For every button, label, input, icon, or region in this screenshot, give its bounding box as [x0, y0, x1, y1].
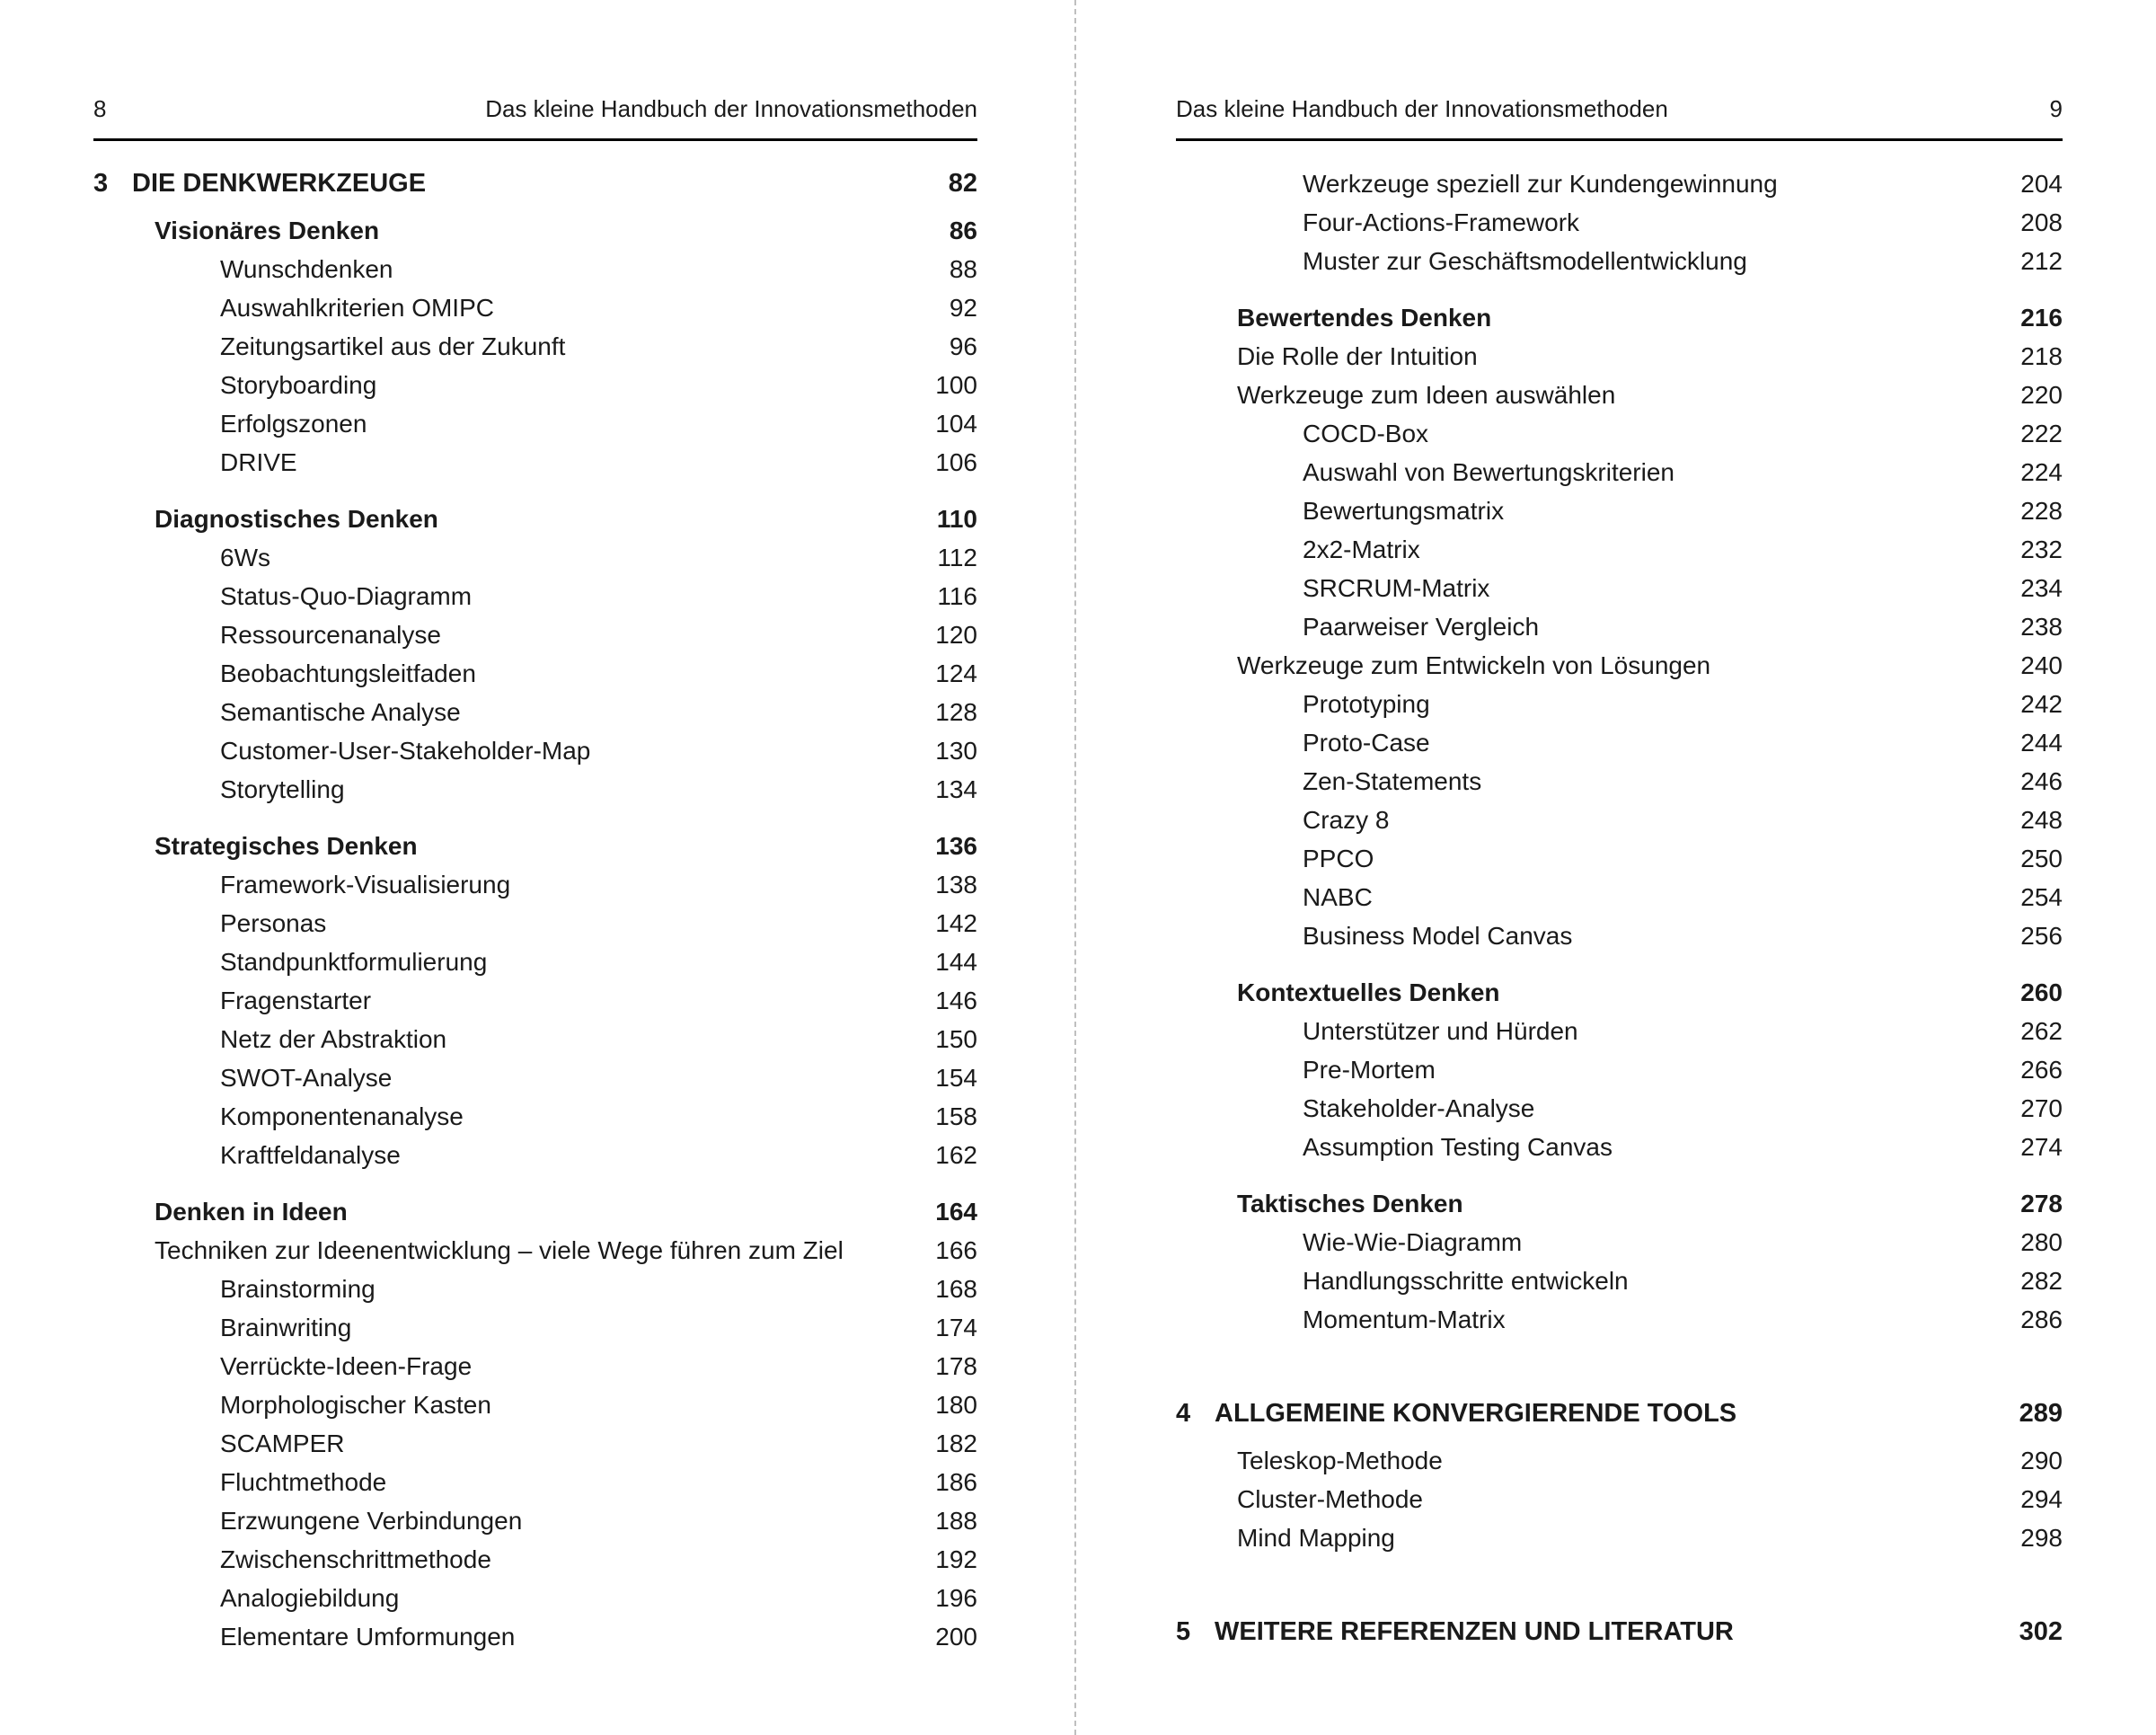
toc-entry	[1176, 878, 2063, 916]
toc-entry-page: 222	[2020, 420, 2063, 447]
toc-entry-title: Morphologischer Kasten	[220, 1391, 491, 1419]
toc-entry	[93, 1385, 977, 1424]
toc-entry-page: 224	[2020, 458, 2063, 486]
toc-entry-page: 96	[949, 332, 977, 360]
toc-entry-page: 154	[935, 1064, 977, 1092]
toc-entry	[1176, 1184, 2063, 1223]
toc-entry-title: Prototyping	[1303, 690, 1430, 718]
toc-entry-page: 302	[2019, 1617, 2063, 1646]
toc-entry	[93, 164, 977, 203]
toc-entry-page: 116	[937, 582, 977, 610]
toc-entry-title: Verrückte-Ideen-Frage	[220, 1352, 473, 1380]
toc-entries-right	[1176, 164, 2063, 1651]
toc-entry-page: 266	[2020, 1056, 2063, 1084]
toc-entry-title: Analogiebildung	[220, 1584, 400, 1612]
toc-entry-title: SRCRUM-Matrix	[1303, 574, 1490, 602]
toc-entry	[1176, 530, 2063, 569]
toc-entry-title: Status-Quo-Diagramm	[220, 582, 473, 610]
toc-entry-page: 120	[935, 621, 977, 649]
toc-entry	[93, 443, 977, 482]
toc-entry	[1176, 1613, 2063, 1651]
toc-entry-page: 164	[935, 1198, 977, 1226]
toc-entry-page: 150	[935, 1025, 977, 1053]
toc-entry-title: ALLGEMEINE KONVERGIERENDE TOOLS	[1215, 1399, 1737, 1428]
toc-entry-page: 254	[2020, 883, 2063, 911]
toc-entry	[1176, 1128, 2063, 1166]
toc-entry-title: Teleskop-Methode	[1237, 1447, 1443, 1474]
toc-entry-page: 130	[935, 737, 977, 765]
toc-entry-title: Wie-Wie-Diagramm	[1303, 1228, 1523, 1256]
toc-entry-page: 234	[2020, 574, 2063, 602]
toc-entry-page: 260	[2020, 978, 2063, 1006]
toc-entry-title: NABC	[1303, 883, 1373, 911]
toc-entry-title: 6Ws	[220, 544, 270, 571]
toc-entry-title: Storytelling	[220, 775, 345, 803]
toc-entry-page: 294	[2020, 1485, 2063, 1513]
toc-entry	[1176, 607, 2063, 646]
toc-entry-page: 186	[935, 1468, 977, 1496]
toc-entry-title: Bewertungsmatrix	[1303, 497, 1505, 525]
toc-entry-page: 136	[935, 832, 977, 860]
toc-entry-page: 216	[2020, 304, 2063, 332]
toc-entry	[1176, 1300, 2063, 1339]
toc-entry-title: WEITERE REFERENZEN UND LITERATUR	[1215, 1617, 1734, 1646]
toc-entry-page: 278	[2020, 1190, 2063, 1217]
toc-entry	[1176, 569, 2063, 607]
toc-entry-page: 270	[2020, 1094, 2063, 1122]
toc-entry	[1176, 298, 2063, 337]
chapter-number: 3	[93, 169, 109, 198]
toc-entry	[1176, 762, 2063, 801]
toc-entry	[1176, 723, 2063, 762]
running-title-left: Das kleine Handbuch der Innovationsmethoden	[485, 95, 977, 122]
toc-entry-title: Framework-Visualisierung	[220, 871, 511, 898]
toc-entry	[93, 1579, 977, 1617]
toc-entry-page: 208	[2020, 208, 2063, 236]
toc-entry-title: Ressourcenanalyse	[220, 621, 441, 649]
toc-entry-page: 238	[2020, 613, 2063, 641]
toc-entry-title: Storyboarding	[220, 371, 377, 399]
toc-entry-title: Crazy 8	[1303, 806, 1390, 834]
toc-entry	[1176, 1089, 2063, 1128]
toc-entry	[93, 1231, 977, 1270]
toc-entry	[93, 1347, 977, 1385]
toc-entry	[93, 1463, 977, 1501]
toc-entry-page: 220	[2020, 381, 2063, 409]
toc-entry-page: 158	[935, 1102, 977, 1130]
toc-entry-title: COCD-Box	[1303, 420, 1429, 447]
toc-entry-title: Semantische Analyse	[220, 698, 461, 726]
toc-entry-page: 248	[2020, 806, 2063, 834]
toc-entry-page: 110	[936, 505, 977, 533]
toc-entry-page: 92	[949, 294, 977, 322]
toc-entry-page: 200	[935, 1623, 977, 1651]
toc-entry-page: 86	[949, 217, 977, 244]
toc-entry-title: Diagnostisches Denken	[155, 505, 438, 533]
toc-entry	[93, 250, 977, 288]
toc-entry	[93, 327, 977, 366]
toc-entry-page: 168	[935, 1275, 977, 1303]
toc-entry-title: Pre-Mortem	[1303, 1056, 1436, 1084]
toc-entry-page: 138	[935, 871, 977, 898]
toc-entry	[93, 1020, 977, 1058]
toc-entry-page: 134	[935, 775, 977, 803]
toc-entry-page: 196	[935, 1584, 977, 1612]
toc-entry-title: Denken in Ideen	[155, 1198, 348, 1226]
toc-entry-title: Business Model Canvas	[1303, 922, 1573, 950]
page-number-left: 8	[93, 95, 107, 122]
toc-entry-page: 256	[2020, 922, 2063, 950]
toc-entry-title: Auswahlkriterien OMIPC	[220, 294, 494, 322]
toc-entry-page: 178	[935, 1352, 977, 1380]
toc-entry	[93, 693, 977, 731]
toc-entry-title: Taktisches Denken	[1237, 1190, 1463, 1217]
toc-entry	[93, 1270, 977, 1308]
toc-entry	[1176, 1261, 2063, 1300]
toc-entry	[93, 943, 977, 981]
toc-entry-title: Mind Mapping	[1237, 1524, 1395, 1552]
toc-entry-page: 100	[935, 371, 977, 399]
toc-entry-page: 166	[935, 1236, 977, 1264]
toc-entry	[93, 827, 977, 865]
toc-entry-page: 246	[2020, 767, 2063, 795]
toc-entry-page: 188	[935, 1507, 977, 1535]
toc-entry	[1176, 491, 2063, 530]
toc-entry-page: 192	[935, 1545, 977, 1573]
toc-entry-title: Erzwungene Verbindungen	[220, 1507, 523, 1535]
toc-entry-title: Die Rolle der Intuition	[1237, 342, 1478, 370]
toc-entry-title: Zen-Statements	[1303, 767, 1482, 795]
toc-entry-page: 240	[2020, 651, 2063, 679]
toc-entry-title: Assumption Testing Canvas	[1303, 1133, 1613, 1161]
page-header-left	[93, 95, 977, 141]
toc-entry-page: 180	[935, 1391, 977, 1419]
toc-entry	[93, 770, 977, 809]
toc-entry-page: 124	[935, 659, 977, 687]
toc-entry	[93, 577, 977, 615]
toc-entry	[1176, 1441, 2063, 1480]
toc-entry-page: 212	[2020, 247, 2063, 275]
toc-entry-title: Komponentenanalyse	[220, 1102, 464, 1130]
toc-entry-title: Wunschdenken	[220, 255, 393, 283]
toc-entry-title: Fluchtmethode	[220, 1468, 387, 1496]
toc-entry	[1176, 839, 2063, 878]
toc-entry-page: 174	[935, 1314, 977, 1341]
chapter-number: 4	[1176, 1399, 1191, 1428]
toc-entry	[93, 366, 977, 404]
toc-entry	[93, 615, 977, 654]
toc-entry-page: 282	[2020, 1267, 2063, 1295]
toc-entry	[93, 538, 977, 577]
toc-entry-page: 146	[935, 987, 977, 1014]
toc-entry-title: Zwischenschrittmethode	[220, 1545, 491, 1573]
page-header-right	[1176, 95, 2063, 141]
toc-entry-page: 290	[2020, 1447, 2063, 1474]
toc-entry	[1176, 1394, 2063, 1433]
toc-entry-page: 274	[2020, 1133, 2063, 1161]
toc-entry	[1176, 1480, 2063, 1518]
toc-entry	[1176, 1050, 2063, 1089]
toc-entry-page: 104	[935, 410, 977, 438]
toc-entry-title: Unterstützer und Hürden	[1303, 1017, 1578, 1045]
toc-entry	[93, 404, 977, 443]
toc-entry-title: DRIVE	[220, 448, 297, 476]
toc-entry-page: 280	[2020, 1228, 2063, 1256]
page-number-right: 9	[2049, 95, 2063, 122]
toc-entry	[1176, 414, 2063, 453]
toc-entry-title: Customer-User-Stakeholder-Map	[220, 737, 591, 765]
toc-entry	[1176, 646, 2063, 685]
toc-entry-title: Paarweiser Vergleich	[1303, 613, 1540, 641]
toc-entry-page: 289	[2019, 1399, 2063, 1428]
toc-entry-title: Standpunktformulierung	[220, 948, 488, 976]
toc-entry-page: 218	[2020, 342, 2063, 370]
toc-entry-title: Cluster-Methode	[1237, 1485, 1423, 1513]
toc-entry-title: Auswahl von Bewertungskriterien	[1303, 458, 1674, 486]
toc-entry-title: Kraftfeldanalyse	[220, 1141, 401, 1169]
toc-entry-title: Strategisches Denken	[155, 832, 418, 860]
toc-entry-title: Momentum-Matrix	[1303, 1306, 1506, 1333]
toc-entries-left	[93, 164, 977, 1656]
toc-entry-title: Muster zur Geschäftsmodellentwicklung	[1303, 247, 1747, 275]
toc-entry	[1176, 337, 2063, 376]
toc-entry	[1176, 376, 2063, 414]
toc-entry-title: Brainstorming	[220, 1275, 376, 1303]
toc-entry-title: Techniken zur Ideenentwicklung – viele Wege führen zum Ziel	[155, 1236, 844, 1264]
toc-entry-title: Erfolgszonen	[220, 410, 367, 438]
toc-entry	[93, 1058, 977, 1097]
toc-entry-title: Kontextuelles Denken	[1237, 978, 1500, 1006]
toc-entry-title: Visionäres Denken	[155, 217, 380, 244]
chapter-number: 5	[1176, 1617, 1191, 1646]
toc-entry	[1176, 916, 2063, 955]
toc-entry-title: Netz der Abstraktion	[220, 1025, 447, 1053]
toc-entry	[93, 1540, 977, 1579]
toc-entry	[1176, 801, 2063, 839]
toc-entry	[1176, 453, 2063, 491]
toc-entry-page: 182	[935, 1430, 977, 1457]
toc-entry	[1176, 164, 2063, 203]
toc-entry-title: Handlungsschritte entwickeln	[1303, 1267, 1629, 1295]
toc-entry	[93, 1097, 977, 1136]
toc-entry	[1176, 685, 2063, 723]
toc-entry-title: Stakeholder-Analyse	[1303, 1094, 1535, 1122]
toc-entry-title: Elementare Umformungen	[220, 1623, 516, 1651]
toc-entry-page: 112	[937, 544, 977, 571]
toc-entry-page: 82	[948, 169, 977, 198]
toc-entry-title: Werkzeuge zum Ideen auswählen	[1237, 381, 1616, 409]
toc-entry-title: Zeitungsartikel aus der Zukunft	[220, 332, 566, 360]
toc-entry-title: PPCO	[1303, 845, 1374, 872]
toc-entry	[1176, 1223, 2063, 1261]
toc-entry	[93, 211, 977, 250]
toc-entry-title: DIE DENKWERKZEUGE	[132, 169, 427, 198]
toc-entry	[93, 1308, 977, 1347]
toc-entry	[93, 654, 977, 693]
toc-entry-title: Fragenstarter	[220, 987, 372, 1014]
page-right	[1076, 0, 2156, 1735]
toc-entry-page: 244	[2020, 729, 2063, 757]
toc-entry-page: 106	[935, 448, 977, 476]
toc-entry-title: SWOT-Analyse	[220, 1064, 393, 1092]
toc-entry-title: Werkzeuge speziell zur Kundengewinnung	[1303, 170, 1778, 198]
toc-entry	[1176, 203, 2063, 242]
toc-entry	[93, 1424, 977, 1463]
toc-entry	[93, 865, 977, 904]
toc-entry	[93, 500, 977, 538]
toc-entry-page: 262	[2020, 1017, 2063, 1045]
toc-entry	[93, 288, 977, 327]
toc-entry-title: Brainwriting	[220, 1314, 352, 1341]
toc-entry	[93, 731, 977, 770]
toc-entry-title: Proto-Case	[1303, 729, 1430, 757]
toc-entry-title: Personas	[220, 909, 327, 937]
toc-entry-title: Four-Actions-Framework	[1303, 208, 1580, 236]
toc-entry-page: 88	[949, 255, 977, 283]
toc-entry-page: 250	[2020, 845, 2063, 872]
toc-entry	[93, 1501, 977, 1540]
toc-entry-title: Werkzeuge zum Entwickeln von Lösungen	[1237, 651, 1711, 679]
toc-entry	[93, 1136, 977, 1174]
toc-entry-page: 204	[2020, 170, 2063, 198]
page-left	[0, 0, 1074, 1735]
toc-entry-title: Bewertendes Denken	[1237, 304, 1492, 332]
toc-entry-page: 144	[935, 948, 977, 976]
toc-entry-page: 298	[2020, 1524, 2063, 1552]
toc-entry	[1176, 1518, 2063, 1557]
toc-entry	[1176, 242, 2063, 280]
toc-entry-page: 162	[935, 1141, 977, 1169]
toc-entry	[93, 1617, 977, 1656]
toc-entry-page: 286	[2020, 1306, 2063, 1333]
toc-entry-page: 142	[935, 909, 977, 937]
toc-entry-page: 128	[935, 698, 977, 726]
toc-entry-page: 242	[2020, 690, 2063, 718]
toc-entry	[93, 1192, 977, 1231]
toc-entry-page: 232	[2020, 536, 2063, 563]
toc-entry	[1176, 973, 2063, 1012]
toc-entry	[93, 981, 977, 1020]
toc-entry	[1176, 1012, 2063, 1050]
toc-entry	[93, 904, 977, 943]
toc-entry-page: 228	[2020, 497, 2063, 525]
toc-entry-title: 2x2-Matrix	[1303, 536, 1420, 563]
toc-entry-title: Beobachtungsleitfaden	[220, 659, 476, 687]
toc-entry-title: SCAMPER	[220, 1430, 345, 1457]
running-title-right: Das kleine Handbuch der Innovationsmethoden	[1176, 95, 1668, 122]
